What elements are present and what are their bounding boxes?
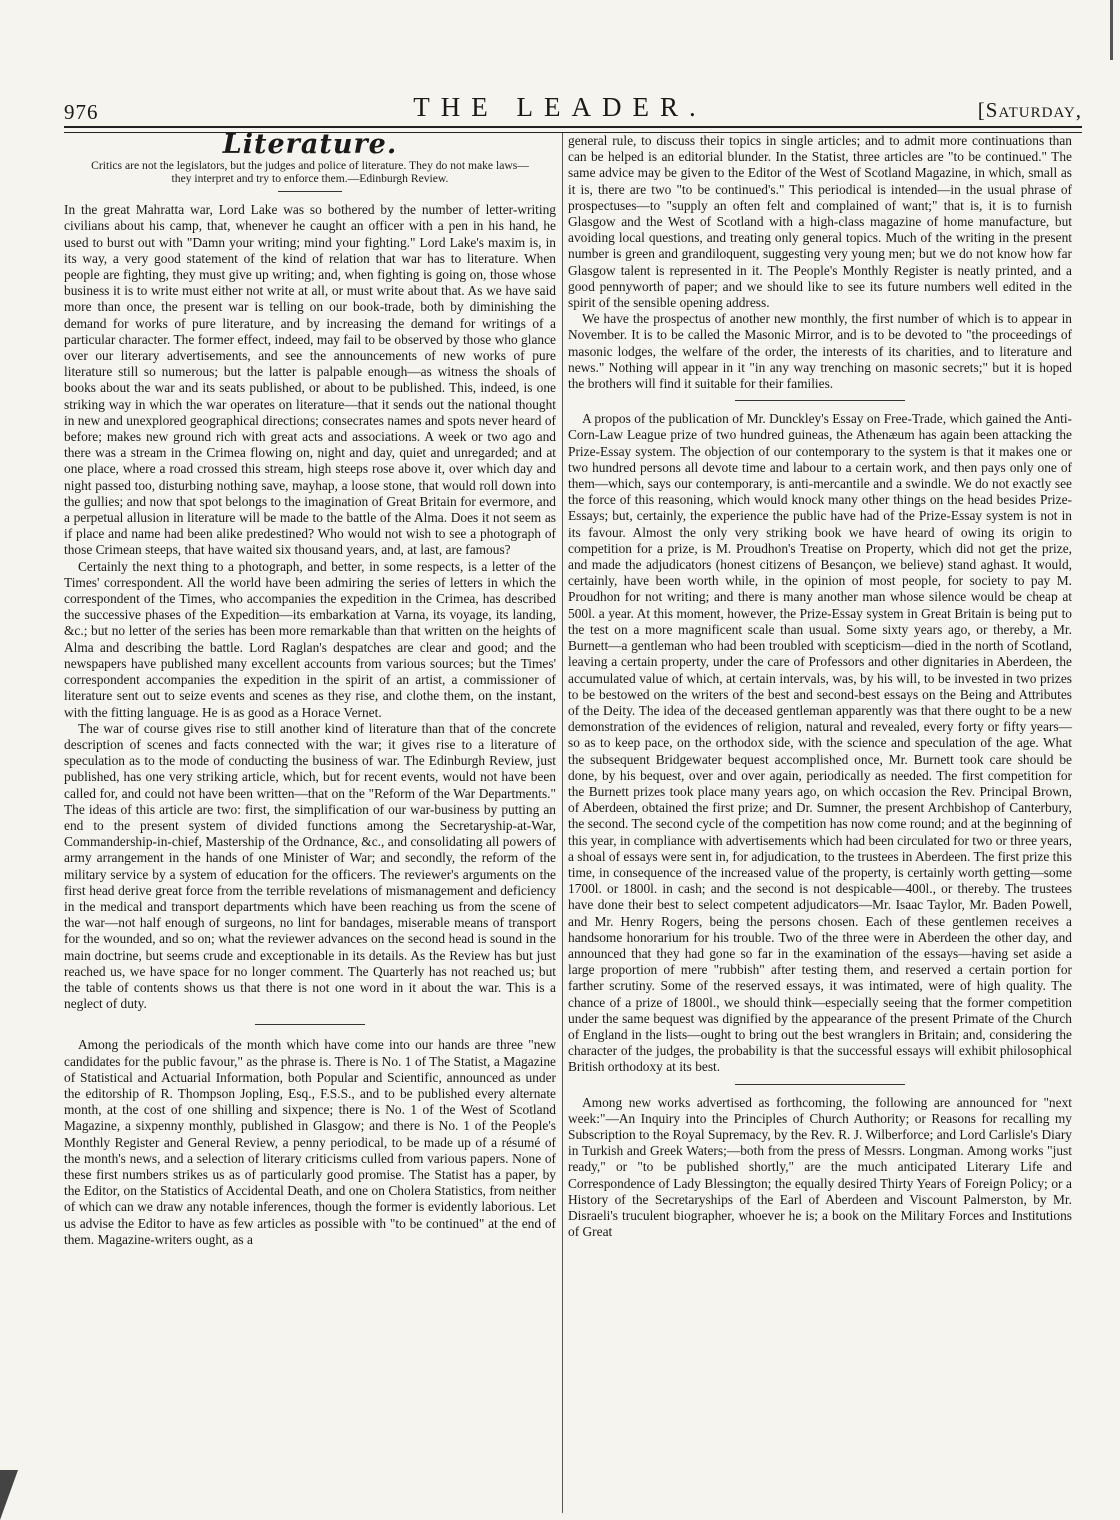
paragraph: general rule, to discuss their topics in single articles; and to admit more continuations than can be helped is an editorial blunder. In the Statist, three articles are "to be continued." The same advice may be given to the Editor of the West of Scotland Magazine, in which, small as it is, there are two "to be continued's." This periodical is intended—in the usual phrase of prospectuses—to "supply an often felt and complained of want;" that is, it is to furnish Glasgow and the West of Scotland with a high-class magazine of home manufacture, but avoiding local questions, and treating only general topics. Much of the writing in the present number is green and grandiloquent, suggesting very young men; but we do not know how far Glasgow talent is represented in it. The People's Monthly Register is neatly printed, and a good pennyworth of paper; and we should like to see its future numbers well edited in the spirit of the sensible opening address. — [568, 133, 1072, 311]
scan-corner-shadow — [0, 1470, 18, 1520]
motto: Critics are not the legislators, but the judges and police of literature. They do not make laws—they interpret and try to enforce them.—Edinburgh Review. — [91, 159, 529, 186]
paragraph: A propos of the publication of Mr. Dunckley's Essay on Free-Trade, which gained the Anti-Corn-Law League prize of two hundred guineas, the Athenæum has again been attacking the Prize-Essay system. The objection of our contemporary to the system is that it makes one or two hundred persons all devote time and labour to a certain work, and then pays only one of them—which, says our contemporary, is anti-mercantile and a swindle. We do not exactly see the force of this reasoning, which would knock many other things on the head besides Prize-Essays; but, certainly, the experience the public have had of the Prize-Essay system is not in its favour. Almost the only very striking book we have heard of owing its origin to competition for a prize, is M. Proudhon's Treatise on Property, which did not get the prize, and made the adjudicators (honest citizens of Besançon, we believe) stand aghast. It would, certainly, have been worth while, in the opinion of most people, for society to pay M. Proudhon for not writing; and there is many another man whose silence would be cheap at 500l. a year. At this moment, however, the Prize-Essay system in Great Britain is being put to the test on a more magnificent scale than usual. Some sixty years ago, or thereby, a Mr. Burnett—a gentleman who had been troubled with scepticism—died in the north of Scotland, leaving a certain property, under the care of Professors and other dignitaries in Aberdeen, the accumulated value of which, at certain intervals, was, by his will, to be invested in two prizes to be bestowed on the writers of the best and second-best essays on the Being and Attributes of the Deity. The idea of the deceased gentleman apparently was that there ought to be a new demonstration of the evidences of religion, natural and revealed, every forty or fifty years—so as to keep pace, on the orthodox side, with the science and speculation of the age. What the subsequent Bridgewater bequest accomplished once, Mr. Burnett took care should be done, by his bequest, over and over again, periodically as needed. The first competition for the Burnett prizes took place many years ago, on which occasion the Rev. Principal Brown, of Aberdeen, obtained the first prize; and Dr. Sumner, the present Archbishop of Canterbury, the second. The second cycle of the competition has now come round; and at the beginning of this year, in compliance with advertisements which had been circulated for two or three years, a shoal of essays were sent in, for adjudication, to the trustees in Aberdeen. The first prize this time, in consequence of the increased value of the property, is certainly worth getting—some 1700l. or 1800l. in cash; and the second is not despicable—400l., or thereby. The trustees have done their best to select competent adjudicators—Mr. Isaac Taylor, Mr. Baden Powell, and Mr. Henry Rogers, being the persons chosen. Each of these gentlemen receives a handsome honorarium for his trouble. Two of the three were in Aberdeen the other day, and announced that they had gone so far in the examination of the essays—having set aside a large proportion of mere "rubbish" after testing them, and reserved a certain portion for farther scrutiny. Some of the reserved essays, it was intimated, were of high quality. The chance of a prize of 1800l., we should think—especially seeing that the former competition under the same bequest was dignified by the appearance of the present Primate of the Church of England in the lists—ought to bring out the best wranglers in Britain; and, considering the character of the judges, the probability is that the successful essays will exhibit philosophical British orthodoxy at its best. — [568, 411, 1072, 1075]
paragraph: The war of course gives rise to still another kind of literature than that of the concrete description of scenes and facts connected with the war; it gives rise to a literature of speculation as to the mode of conducting the business of war. The Edinburgh Review, just published, has one very striking article, which, but for recent events, would not have been called for, and could not have been written—that on the "Reform of the War Departments." The ideas of this article are two: first, the simplification of our war-business by putting an end to the present system of divided functions among the Secretaryship-at-War, Commandership-in-chief, Mastership of the Ordnance, &c., and consolidating all powers of army arrangement in the hands of one Minister of War; and secondly, the reform of the military service by a system of education for the officers. The reviewer's arguments on the first head derive great force from the terrible revelations of mismanagement and deficiency in the medical and transport departments which have been reaching us from the scene of the war—not half enough of surgeons, no lint for bandages, miserable means of transport for the wounded, and so on; what the reviewer advances on the second head is sound in the main doctrine, but seems crude and exceptionable in its details. As the Review has but just reached us, we have space for no longer comment. The Quarterly has not reached us; but the table of contents shows us that there is not one word in it about the war. This is a neglect of duty. — [64, 720, 556, 1012]
page-number: 976 — [64, 100, 99, 124]
left-column — [64, 129, 556, 1248]
column-divider — [562, 133, 563, 1513]
paragraph: Among the periodicals of the month which have come into our hands are three "new candidates for the public favour," as the phrase is. There is No. 1 of The Statist, a Magazine of Statistical and Actuarial Information, both Popular and Scientific, announced as under the editorship of R. Thompson Jopling, Esq., F.S.S., and to be published every alternate month, at the cost of one shilling and sixpence; there is No. 1 of the West of Scotland Magazine, a sixpenny monthly, published in Glasgow; and there is No. 1 of the People's Monthly Register and General Review, a penny periodical, to be made up of a résumé of the month's news, and a selection of literary criticisms culled from various papers. None of these first numbers strikes us as of particularly good promise. The Statist has a paper, by the Editor, on the Statistics of Accidental Death, and one on Cholera Statistics, from neither of which can we draw any notable inferences, though the former is evidently laborious. Let us advise the Editor to have as few articles as possible with "to be continued" at the end of them. Magazine-writers ought, as a — [64, 1037, 556, 1247]
motto-rule — [278, 191, 342, 192]
paragraph: In the great Mahratta war, Lord Lake was so bothered by the number of letter-writing civilians about his camp, that, whenever he caught an officer with a pen in his hand, he used to burst out with "Damn your writing; mind your fighting." Lord Lake's maxim is, in its way, a very good statement of the kind of relation that war has to literature. When people are fighting, they must give up writing; and, when fighting is going on, those whose business it is to write must either not write at all, or must write about that. As we have said more than once, the present war is telling on our book-trade, both by diminishing the demand for works of pure literature, and by increasing the demand for writings of a particular character. The former effect, indeed, may fail to be observed by those who glance over our literary advertisements, and see the announcements of new works of pure literature still so numerous; but the latter is palpable enough—as witness the shoals of books about the war and its seats published, or about to be published. This, indeed, is one striking way in which the war operates on literature—that it sends out the national thought in new and unexplored geographical directions; consecrates names and spots never heard of before; makes new ground rich with great acts and associations. A week or two ago and there was a stream in the Crimea flowing on, night and day, quiet and unregarded; and at one place, where a road crossed this stream, high steeps rose above it, over which day and night passed too, disturbing nothing save, mayhap, a loose stone, that would roll down into the gullies; and now that spot belongs to the imagination of Great Britain for evermore, and a perpetual allusion in literature will be made to the battle of the Alma. Does it not seem as if place and name had been alike predestined? Who would not wish to see a photograph of those Crimean steeps, that have waited six thousand years, and, at last, are famous? — [64, 202, 556, 558]
paragraph: We have the prospectus of another new monthly, the first number of which is to appear in November. It is to be called the Masonic Mirror, and is to be devoted to "the proceedings of masonic lodges, the welfare of the order, the interests of its charities, and to literature and news." Nothing will appear in it "in any way trenching on masonic secrets;" but it is hoped the brothers will find it suitable for their families. — [568, 311, 1072, 392]
right-column — [568, 133, 1072, 1240]
section-separator — [255, 1024, 365, 1025]
issue-day: [Saturday, — [977, 98, 1082, 122]
binding-edge — [1110, 0, 1113, 60]
section-separator — [735, 400, 905, 401]
header-rule — [64, 126, 1082, 133]
paragraph: Among new works advertised as forthcoming, the following are announced for "next week:"—An Inquiry into the Principles of Church Authority; or Reasons for recalling my Subscription to the Royal Supremacy, by the Rev. R. J. Wilberforce; and Lord Carlisle's Diary in Turkish and Greek Waters;—both from the press of Messrs. Longman. Among works "just ready," or "to be published shortly," are the much anticipated Literary Life and Correspondence of Lady Blessington; the equally desired Thirty Years of Foreign Policy; or a History of the Secretaryships of the Earl of Aberdeen and Viscount Palmerston, by Mr. Disraeli's truculent biographer, whoever he is; a book on the Military Forces and Institutions of Great — [568, 1094, 1072, 1240]
paragraph: Certainly the next thing to a photograph, and better, in some respects, is a letter of the Times' correspondent. All the world have been admiring the series of letters in which the correspondent of the Times, who accompanies the expedition in the Crimea, has described the successive phases of the Expedition—its embarkation at Varna, its voyage, its landing, &c.; but no letter of the series has been more remarkable than that written on the heights of Alma and describing the battle. Lord Raglan's despatches are clear and good; and the newspapers have published many excellent accounts from various sources; but the Times' correspondent accompanies the expedition in the spirit of an artist, a commissioner of literature sent out to seize events and scenes as they rise, and clothe them, on the instant, with the fitting language. He is as good as a Horace Vernet. — [64, 558, 556, 720]
section-separator — [735, 1084, 905, 1085]
page-header — [0, 62, 1120, 122]
masthead: THE LEADER. — [413, 92, 707, 122]
section-title: Literature. — [222, 129, 398, 160]
